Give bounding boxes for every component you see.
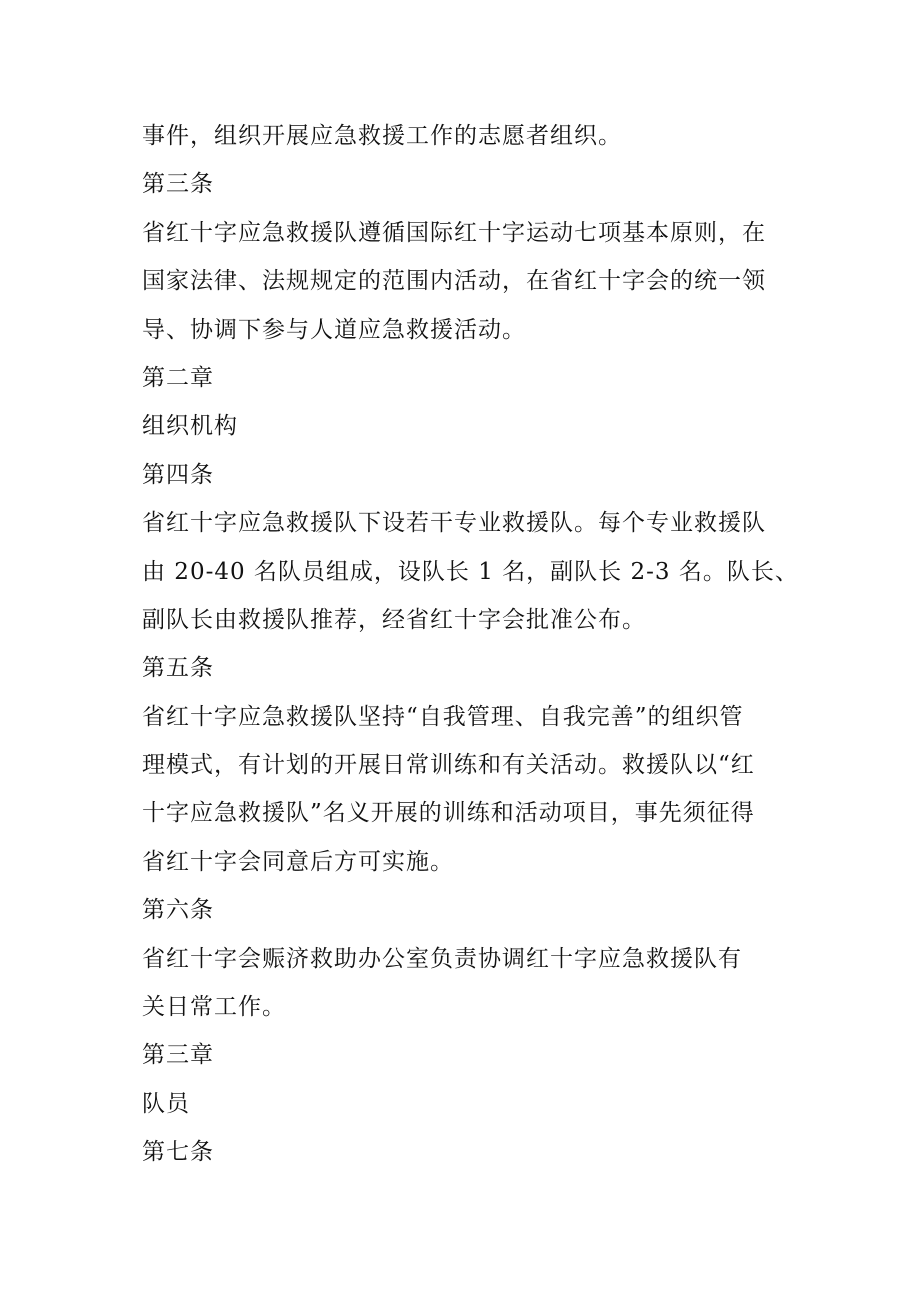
body-text-line: 事件，组织开展应急救援工作的志愿者组织。: [142, 123, 622, 149]
body-text-line: 省红十字应急救援队下设若干专业救援队。每个专业救援队: [142, 510, 766, 537]
body-text-line: 导、协调下参与人道应急救援活动。: [142, 316, 526, 343]
body-text-line: 副队长由救援队推荐，经省红十字会批准公布。: [142, 606, 646, 633]
chapter-heading: 第三章: [142, 1042, 214, 1069]
body-text-line: 省红十字应急救援队坚持“自我管理、自我完善”的组织管: [142, 703, 744, 730]
article-heading: 第七条: [142, 1139, 214, 1166]
body-text-line: 理模式，有计划的开展日常训练和有关活动。救援队以“红: [142, 752, 755, 779]
body-text-line: 省红十字会同意后方可实施。: [142, 848, 454, 875]
article-heading: 第六条: [142, 897, 214, 924]
article-heading: 第五条: [142, 655, 214, 682]
chapter-title: 组织机构: [142, 413, 238, 440]
chapter-heading: 第二章: [142, 364, 214, 391]
body-text-line: 省红十字应急救援队遵循国际红十字运动七项基本原则，在: [142, 219, 766, 246]
document-body: [142, 112, 802, 1177]
body-text-line: 省红十字会赈济救助办公室负责协调红十字应急救援队有: [142, 945, 742, 972]
body-text-line: 国家法律、法规规定的范围内活动，在省红十字会的统一领: [142, 268, 766, 295]
body-text-line: 关日常工作。: [142, 994, 286, 1021]
chapter-title: 队员: [142, 1090, 190, 1117]
body-text-line: 十字应急救援队”名义开展的训练和活动项目，事先须征得: [142, 800, 755, 827]
article-heading: 第四条: [142, 461, 214, 488]
body-text-line: 由 20-40 名队员组成，设队长 1 名，副队长 2-3 名。队长、: [142, 558, 799, 585]
article-heading: 第三条: [142, 171, 214, 198]
